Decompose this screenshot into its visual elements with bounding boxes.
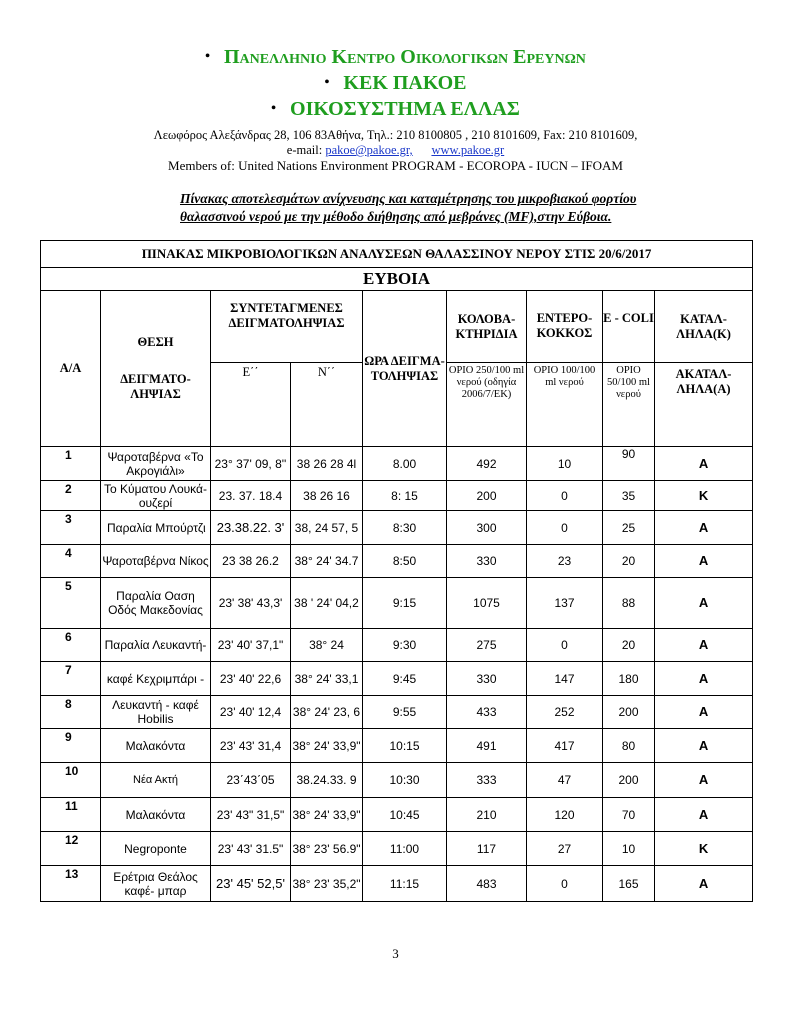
row-coord-e: 23' 40' 37,1": [211, 629, 291, 662]
row-enterococcus: 47: [527, 763, 603, 798]
row-place: Παραλία Οαση Οδός Μακεδονίας: [101, 578, 211, 629]
row-coord-e: 23' 40' 12,4: [211, 696, 291, 729]
row-time: 8.00: [363, 447, 447, 481]
row-coliform: 275: [447, 629, 527, 662]
row-ecoli: 80: [603, 729, 655, 763]
header-ecoli: E - COLI: [603, 291, 655, 363]
ecosystem-line: [0, 96, 791, 122]
ecoli-limit: ΟΡΙΟ 50/100 ml νερού: [603, 363, 655, 447]
table-row: [41, 545, 753, 578]
row-coord-n: 38, 24 57, 5: [291, 511, 363, 545]
header-coordinates: ΣΥΝΤΕΤΑΓΜΕΝΕΣ ΔΕΙΓΜΑΤΟΛΗΨΙΑΣ: [211, 291, 363, 363]
header-enterococcus: ΕΝΤΕΡΟ-ΚΟΚΚΟΣ: [527, 291, 603, 363]
org-acronym-line: [0, 70, 791, 96]
row-ecoli: 10: [603, 832, 655, 866]
row-coord-n: 38° 24' 33,9": [291, 798, 363, 832]
row-coord-n: 38° 24' 33,1: [291, 662, 363, 696]
row-place: Λευκαντή - καφέ Hobilis: [101, 696, 211, 729]
row-time: 9:45: [363, 662, 447, 696]
row-status: Κ: [655, 481, 753, 511]
row-coord-e: 23' 45' 52,5': [211, 866, 291, 902]
row-enterococcus: 0: [527, 629, 603, 662]
row-status: Α: [655, 545, 753, 578]
row-enterococcus: 417: [527, 729, 603, 763]
row-enterococcus: 147: [527, 662, 603, 696]
bullet-icon: •: [271, 101, 277, 116]
row-place: Ψαροταβέρνα Νίκος: [101, 545, 211, 578]
row-time: 9:55: [363, 696, 447, 729]
header-coliform: ΚΟΛΟΒΑ-ΚΤΗΡΙΔΙΑ: [447, 291, 527, 363]
row-coord-n: 38 ' 24' 04,2: [291, 578, 363, 629]
table-row: [41, 511, 753, 545]
row-number: 12: [41, 832, 101, 866]
row-ecoli: 35: [603, 481, 655, 511]
page-number: 3: [392, 946, 399, 961]
row-ecoli: 165: [603, 866, 655, 902]
row-coord-n: 38° 23' 35,2": [291, 866, 363, 902]
row-place: Παραλία Μπούρτζι: [101, 511, 211, 545]
row-time: 11:00: [363, 832, 447, 866]
row-time: 10:15: [363, 729, 447, 763]
row-coliform: 492: [447, 447, 527, 481]
contact-line: [0, 143, 791, 158]
row-coord-e: 23' 38' 43,3': [211, 578, 291, 629]
row-ecoli: 180: [603, 662, 655, 696]
row-ecoli: 25: [603, 511, 655, 545]
org-name-line: [0, 44, 791, 70]
header-coord-e: Ε΄΄: [211, 363, 291, 447]
row-status: Α: [655, 763, 753, 798]
row-status: Α: [655, 729, 753, 763]
row-coord-n: 38° 23' 56.9": [291, 832, 363, 866]
row-place: Negroponte: [101, 832, 211, 866]
row-coord-e: 23. 37. 18.4: [211, 481, 291, 511]
table-row: [41, 696, 753, 729]
row-number: 11: [41, 798, 101, 832]
table-row: [41, 578, 753, 629]
row-coliform: 330: [447, 662, 527, 696]
row-ecoli: 20: [603, 629, 655, 662]
row-number: 9: [41, 729, 101, 763]
row-coord-e: 23° 37' 09, 8'': [211, 447, 291, 481]
table-row: [41, 729, 753, 763]
row-coliform: 117: [447, 832, 527, 866]
row-time: 9:30: [363, 629, 447, 662]
row-coord-e: 23΄43΄05: [211, 763, 291, 798]
row-coord-n: 38 26 16: [291, 481, 363, 511]
row-time: 10:45: [363, 798, 447, 832]
header-time: ΩΡΑ ΔΕΙΓΜΑ-ΤΟΛΗΨΙΑΣ: [363, 291, 447, 447]
table-row: [41, 662, 753, 696]
row-coliform: 491: [447, 729, 527, 763]
org-name: Πανελληνιο Κεντρο Οικολογικων Ερευνων: [223, 46, 586, 68]
header-coord-n: Ν΄΄: [291, 363, 363, 447]
address-line: Λεωφόρος Αλεξάνδρας 28, 106 83Αθήνα, Τηλ.: 210 8100805 , 210 8101609, Fax: 210 8101609,: [153, 128, 638, 142]
enterococcus-limit: ΟΡΙΟ 100/100 ml νερού: [527, 363, 603, 447]
table-row: [41, 763, 753, 798]
row-coord-e: 23' 40' 22,6: [211, 662, 291, 696]
row-time: 11:15: [363, 866, 447, 902]
header-position-bottom: ΔΕΙΓΜΑΤΟ-ΛΗΨΙΑΣ: [120, 372, 191, 401]
row-enterococcus: 0: [527, 481, 603, 511]
row-status: Α: [655, 866, 753, 902]
row-place: Μαλακόντα: [101, 729, 211, 763]
row-ecoli: 88: [603, 578, 655, 629]
row-number: 8: [41, 696, 101, 729]
row-place: Ψαροταβέρνα «Το Ακρογιάλι»: [101, 447, 211, 481]
caption-line-2: θαλασσινού νερού με την μέθοδο διήθησης από μεβράνες (MF),στην Εύβοια.: [180, 209, 612, 224]
row-number: 3: [41, 511, 101, 545]
row-ecoli: 70: [603, 798, 655, 832]
row-status: Α: [655, 629, 753, 662]
email-link[interactable]: pakoe@pakoe.gr,: [325, 143, 413, 157]
row-coliform: 300: [447, 511, 527, 545]
row-place: Το Κύματου Λουκά- ουζερί: [101, 481, 211, 511]
members-line: Members of: United Nations Environment PROGRAM - ECOROPA - IUCN – IFOAM: [168, 158, 623, 173]
row-place: Ερέτρια Θεάλος καφέ- μπαρ: [101, 866, 211, 902]
row-coliform: 200: [447, 481, 527, 511]
row-coliform: 210: [447, 798, 527, 832]
header-aa: Α/Α: [41, 291, 101, 447]
row-coord-e: 23' 43' 31,4: [211, 729, 291, 763]
bullet-icon: •: [205, 49, 210, 64]
ecosystem-title: ΟΙΚΟΣΥΣΤΗΜΑ ΕΛΛΑΣ: [290, 98, 520, 120]
row-place: Μαλακόντα: [101, 798, 211, 832]
results-table: [40, 240, 753, 902]
header-position: [101, 291, 211, 447]
row-status: Κ: [655, 832, 753, 866]
row-status: Α: [655, 798, 753, 832]
row-coord-n: 38° 24' 34.7: [291, 545, 363, 578]
table-row: [41, 447, 753, 481]
row-coord-n: 38° 24: [291, 629, 363, 662]
row-ecoli: 20: [603, 545, 655, 578]
row-enterococcus: 137: [527, 578, 603, 629]
row-coord-e: 23 38 26.2: [211, 545, 291, 578]
row-number: 1: [41, 447, 101, 481]
row-number: 6: [41, 629, 101, 662]
row-time: 9:15: [363, 578, 447, 629]
row-status: Α: [655, 447, 753, 481]
row-coliform: 330: [447, 545, 527, 578]
row-coord-e: 23' 43' 31.5": [211, 832, 291, 866]
row-number: 4: [41, 545, 101, 578]
row-time: 10:30: [363, 763, 447, 798]
table-row: [41, 629, 753, 662]
row-enterococcus: 0: [527, 866, 603, 902]
row-number: 10: [41, 763, 101, 798]
row-coliform: 483: [447, 866, 527, 902]
row-place: καφέ Κεχριμπάρι -: [101, 662, 211, 696]
row-place: Παραλία Λευκαντή-: [101, 629, 211, 662]
table-row: [41, 798, 753, 832]
row-time: 8:50: [363, 545, 447, 578]
caption-line-1: Πίνακας αποτελεσμάτων ανίχνευσης και καταμέτρησης του μικροβιακού φορτίου: [180, 191, 637, 206]
row-enterococcus: 27: [527, 832, 603, 866]
row-status: Α: [655, 662, 753, 696]
row-number: 13: [41, 866, 101, 902]
row-enterococcus: 120: [527, 798, 603, 832]
row-coord-n: 38° 24' 33,9": [291, 729, 363, 763]
row-coliform: 333: [447, 763, 527, 798]
row-coord-n: 38.24.33. 9: [291, 763, 363, 798]
bullet-icon: •: [324, 75, 330, 90]
table-caption: [180, 190, 680, 226]
row-coord-n: 38 26 28 4l: [291, 447, 363, 481]
row-status: Α: [655, 696, 753, 729]
row-enterococcus: 252: [527, 696, 603, 729]
row-coord-e: 23' 43" 31,5": [211, 798, 291, 832]
row-number: 7: [41, 662, 101, 696]
row-ecoli: 200: [603, 763, 655, 798]
row-time: 8: 15: [363, 481, 447, 511]
letterhead: [0, 44, 791, 122]
table-row: [41, 832, 753, 866]
row-ecoli: 90: [603, 447, 655, 481]
email-label: e-mail:: [286, 143, 323, 157]
header-suitable: ΚΑΤΑΛ-ΛΗΛΑ(Κ): [655, 291, 753, 363]
website-link[interactable]: www.pakoe.gr: [431, 143, 505, 157]
row-coliform: 1075: [447, 578, 527, 629]
row-status: Α: [655, 578, 753, 629]
row-number: 2: [41, 481, 101, 511]
row-enterococcus: 10: [527, 447, 603, 481]
row-coord-e: 23.38.22. 3': [211, 511, 291, 545]
row-status: Α: [655, 511, 753, 545]
table-row: [41, 481, 753, 511]
table-row: [41, 866, 753, 902]
row-enterococcus: 23: [527, 545, 603, 578]
row-time: 8:30: [363, 511, 447, 545]
row-number: 5: [41, 578, 101, 629]
table-title: ΠΙΝΑΚΑΣ ΜΙΚΡΟΒΙΟΛΟΓΙΚΩΝ ΑΝΑΛΥΣΕΩΝ ΘΑΛΑΣΣΙΝΟΥ ΝΕΡΟΥ ΣΤΙΣ 20/6/2017: [41, 241, 753, 268]
header-unsuitable: ΑΚΑΤΑΛ-ΛΗΛΑ(Α): [655, 363, 753, 447]
org-acronym: ΚΕΚ ΠΑΚΟΕ: [343, 72, 467, 94]
row-ecoli: 200: [603, 696, 655, 729]
header-position-top: ΘΕΣΗ: [137, 335, 174, 349]
row-coliform: 433: [447, 696, 527, 729]
region-title: ΕΥΒΟΙΑ: [41, 268, 753, 291]
row-place: Νέα Ακτή: [101, 763, 211, 798]
row-enterococcus: 0: [527, 511, 603, 545]
row-coord-n: 38° 24' 23, 6: [291, 696, 363, 729]
coliform-limit: ΟΡΙΟ 250/100 ml νερού (οδηγία 2006/7/ΕΚ): [447, 363, 527, 447]
